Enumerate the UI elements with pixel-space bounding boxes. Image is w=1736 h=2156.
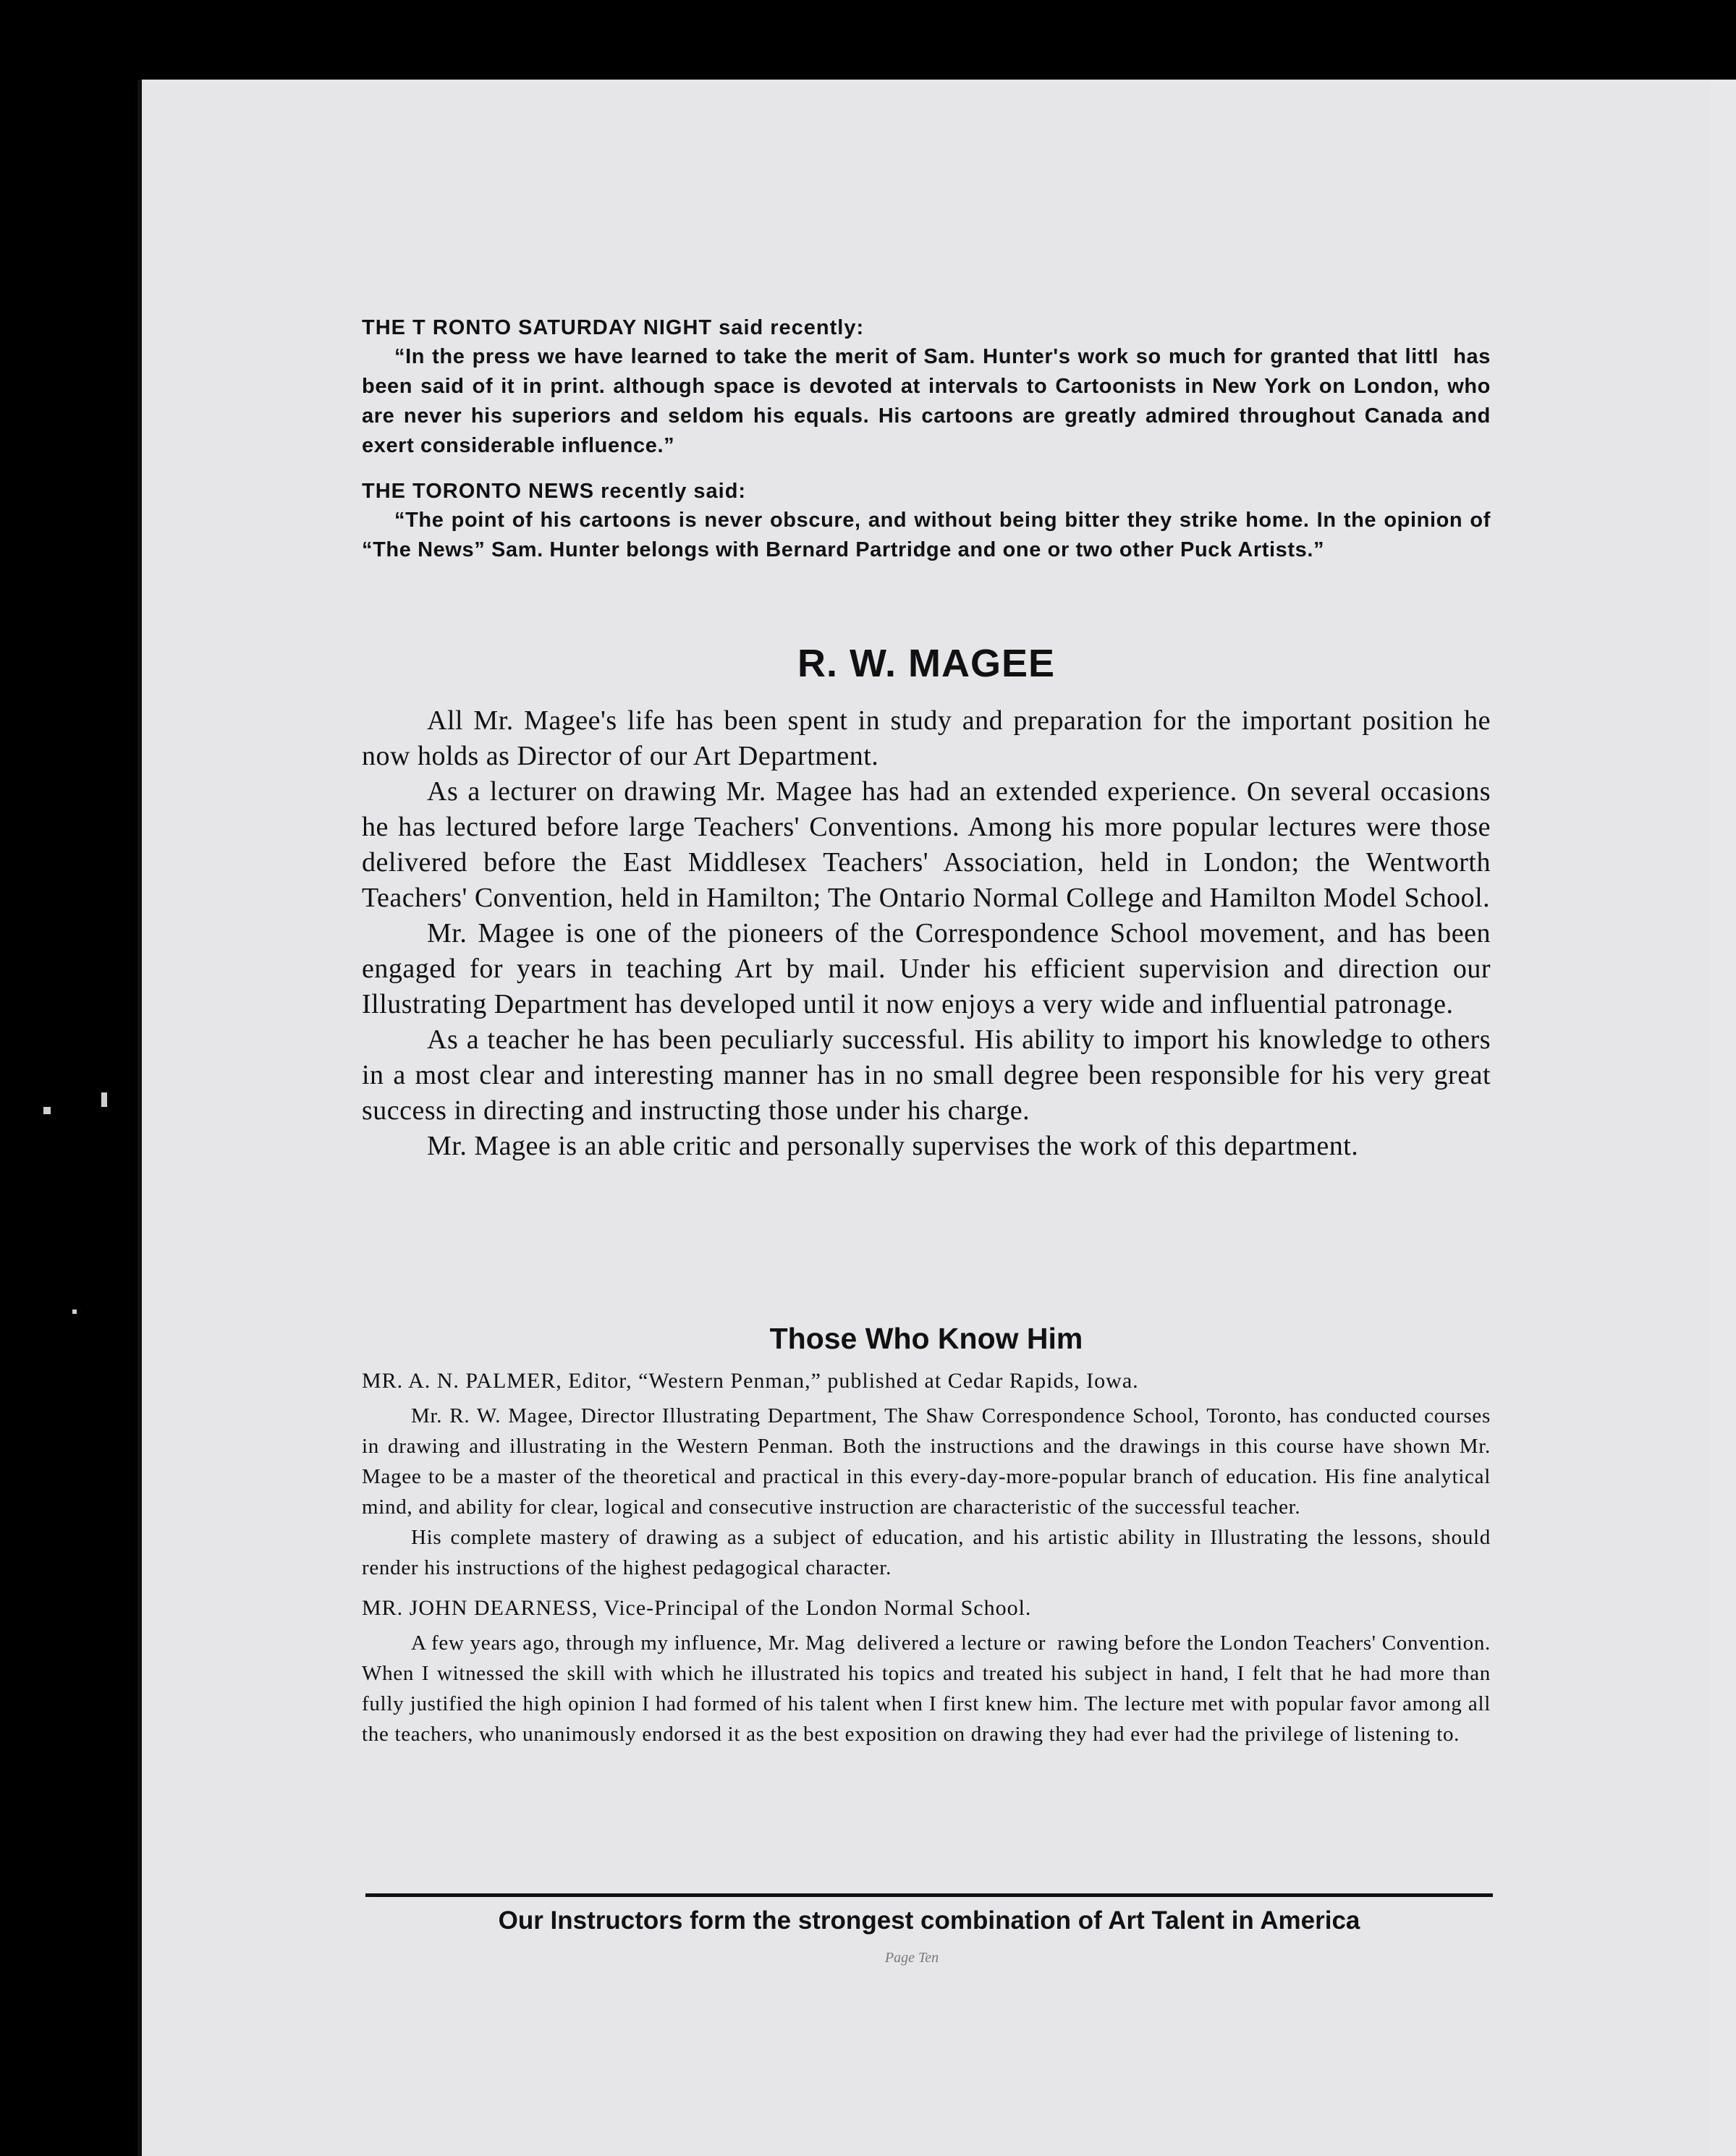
magee-section [362, 638, 1491, 1164]
scan-speck [43, 1107, 51, 1114]
body-paragraph: All Mr. Magee's life has been spent in study and preparation for the important position he now holds as Director of our Art Department. [362, 705, 1491, 771]
testimonials-heading: Those Who Know Him [769, 1322, 1083, 1355]
palmer-paragraph: Mr. R. W. Magee, Director Illustrating Department, The Shaw Correspondence School, Toronto, has conducted courses in drawing and illustrating in the Western Penman. Both the instructions and the drawings in this course have shown Mr. Magee to be a master of the theoretical and practical in this every-day-more-popular branch of education. His fine analytical mind, and ability for clear, logical and consecutive instruction are characteristic of the successful teacher. [362, 1404, 1491, 1519]
saturday-night-quote: “In the press we have learned to take the merit of Sam. Hunter's work so much for granted that littl has been said of it in print. although space is devoted at intervals to Cartoonists in New York on London, who are never his superiors and seldom his equals. His cartoons are greatly admired throughout Canada and exert considerable influence.” [362, 345, 1491, 457]
dearness-source: MR. JOHN DEARNESS, Vice-Principal of the London Normal School. [362, 1596, 1032, 1620]
news-quote: “The point of his cartoons is never obscure, and without being bitter they strike home. In the opinion of “The News” Sam. Hunter belongs with Bernard Partridge and one or two other Puck Artists.” [362, 509, 1491, 561]
scan-speck [101, 1092, 107, 1107]
body-paragraph: As a teacher he has been peculiarly successful. His ability to import his knowledge to others in a most clear and interesting manner has in no small degree been responsible for his very great success in directing and instructing those under his charge. [362, 1024, 1491, 1126]
page-title: R. W. MAGEE [797, 642, 1055, 685]
press-quotes-section [362, 313, 1491, 565]
testimonials-section [362, 1318, 1491, 1749]
scan-speck [72, 1310, 77, 1314]
page-left-edge [137, 80, 142, 2156]
dearness-paragraph: A few years ago, through my influence, Mr. Mag delivered a lecture or rawing before the London Teachers' Convention. When I witnessed the skill with which he illustrated his topics and treated his subject in hand, I felt that he had more than fully justified the high opinion I had formed of his talent when I first knew him. The lecture met with popular favor among all the teachers, who unanimously endorsed it as the best exposition on drawing they had ever had the privilege of listening to. [362, 1631, 1491, 1746]
footer-rule [365, 1893, 1493, 1897]
palmer-source: MR. A. N. PALMER, Editor, “Western Penman,” published at Cedar Rapids, Iowa. [362, 1369, 1139, 1393]
news-source: THE TORONTO NEWS recently said: [362, 480, 747, 503]
palmer-paragraph: His complete mastery of drawing as a subject of education, and his artistic ability in Illustrating the lessons, should render his instructions of the highest pedagogical character. [362, 1526, 1491, 1579]
binding-gutter [1709, 80, 1736, 2156]
body-paragraph: Mr. Magee is an able critic and personally supervises the work of this department. [427, 1131, 1359, 1161]
footer-tagline: Our Instructors form the strongest combination of Art Talent in America [498, 1906, 1360, 1935]
body-paragraph: Mr. Magee is one of the pioneers of the Correspondence School movement, and has been engaged for years in teaching Art by mail. Under his efficient supervision and direction our Illustrating Department has developed until it now enjoys a very wide and influential patronage. [362, 918, 1491, 1019]
saturday-night-source: THE T RONTO SATURDAY NIGHT said recently: [362, 316, 865, 339]
body-paragraph: As a lecturer on drawing Mr. Magee has had an extended experience. On several occasions he has lectured before large Teachers' Conventions. Among his more popular lectures were those delivered before the East Middlesex Teachers' Association, held in London; the Wentworth Teachers' Convention, held in Hamilton; The Ontario Normal College and Hamilton Model School. [362, 776, 1491, 913]
page-number: Page Ten [884, 1950, 939, 1966]
